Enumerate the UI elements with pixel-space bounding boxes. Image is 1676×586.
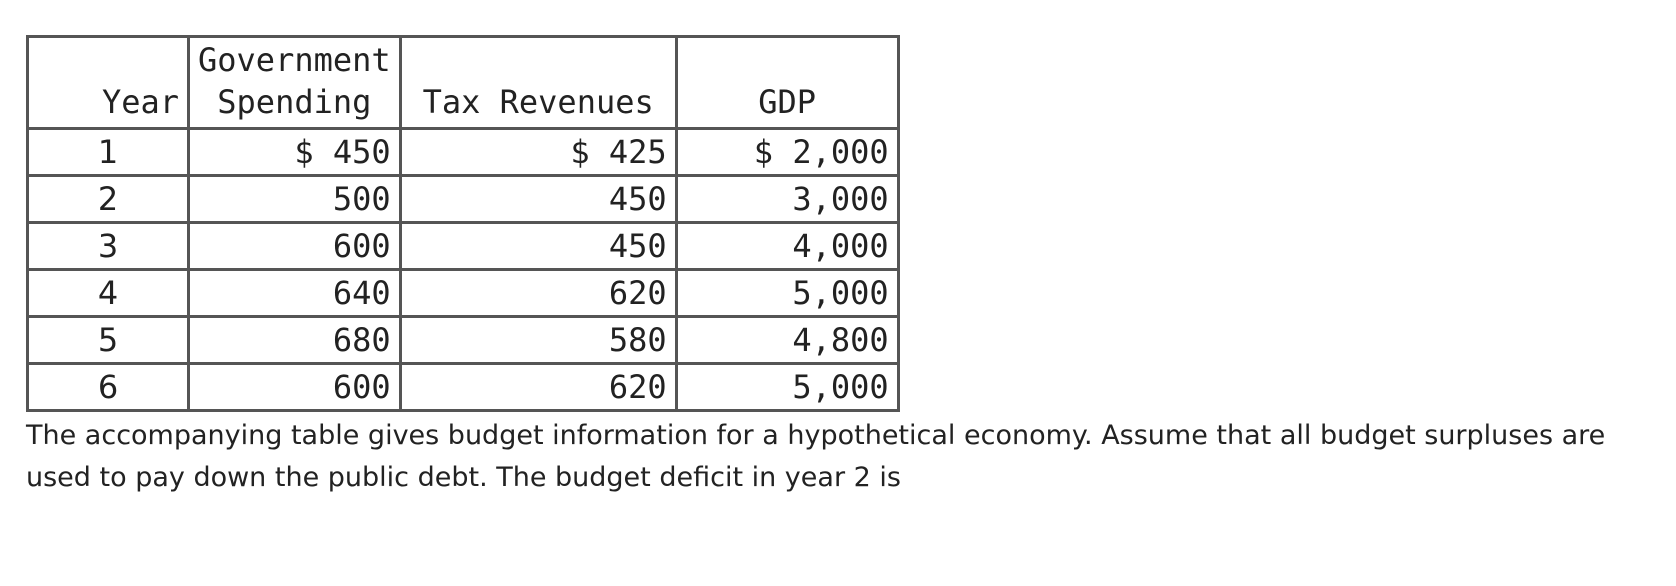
cell-tax-revenues: 580 <box>400 317 676 364</box>
question-text: The accompanying table gives budget information for a hypothetical economy. Assume that all budget surpluses are used to pay down the public debt. The budget deficit in year 2 is <box>26 420 1606 493</box>
cell-year: 3 <box>28 223 189 270</box>
table-header-row <box>28 37 899 129</box>
header-government-spending <box>189 37 401 129</box>
cell-tax-revenues: 450 <box>400 176 676 223</box>
cell-year: 5 <box>28 317 189 364</box>
cell-tax-revenues: 620 <box>400 270 676 317</box>
cell-government-spending: 600 <box>189 364 401 411</box>
cell-tax-revenues: 450 <box>400 223 676 270</box>
cell-gdp: 4,800 <box>676 317 898 364</box>
header-year: Year <box>28 37 189 129</box>
cell-gdp: 3,000 <box>676 176 898 223</box>
table-row <box>28 317 899 364</box>
cell-government-spending: $ 450 <box>189 129 401 176</box>
cell-gdp: 4,000 <box>676 223 898 270</box>
cell-gdp: 5,000 <box>676 270 898 317</box>
cell-government-spending: 500 <box>189 176 401 223</box>
budget-table <box>26 35 900 412</box>
cell-year: 4 <box>28 270 189 317</box>
header-government-spending-line1: Government <box>198 41 391 79</box>
cell-government-spending: 600 <box>189 223 401 270</box>
cell-gdp: $ 2,000 <box>676 129 898 176</box>
cell-year: 2 <box>28 176 189 223</box>
cell-year: 1 <box>28 129 189 176</box>
header-tax-revenues: Tax Revenues <box>400 37 676 129</box>
cell-tax-revenues: $ 425 <box>400 129 676 176</box>
table-row <box>28 223 899 270</box>
cell-gdp: 5,000 <box>676 364 898 411</box>
cell-government-spending: 640 <box>189 270 401 317</box>
table-row <box>28 364 899 411</box>
table-row <box>28 270 899 317</box>
header-government-spending-line2: Spending <box>217 83 372 121</box>
cell-tax-revenues: 620 <box>400 364 676 411</box>
header-gdp: GDP <box>676 37 898 129</box>
table-row <box>28 176 899 223</box>
cell-year: 6 <box>28 364 189 411</box>
cell-government-spending: 680 <box>189 317 401 364</box>
table-row <box>28 129 899 176</box>
